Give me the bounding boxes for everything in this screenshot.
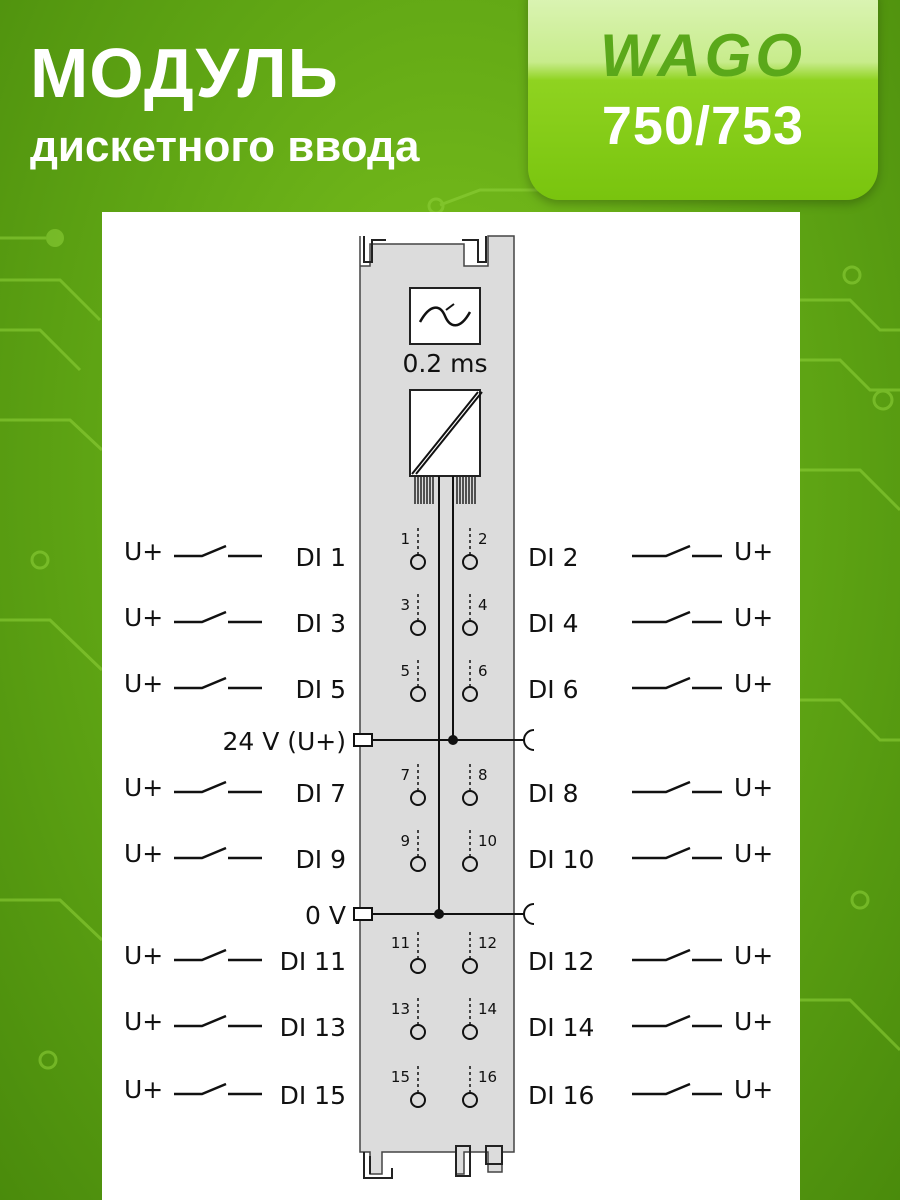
plus-right-connector	[524, 730, 534, 750]
switch-supply-label: U+	[734, 1075, 774, 1104]
pin-number: 15	[390, 1068, 410, 1086]
channel-label: DI 4	[528, 609, 579, 638]
pin-number: 6	[478, 662, 488, 680]
switch-supply-label: U+	[124, 941, 164, 970]
channel-label: DI 3	[295, 609, 346, 638]
zero-node	[434, 909, 444, 919]
switch-supply-label: U+	[734, 1007, 774, 1036]
switch-symbol	[174, 678, 262, 688]
switch-symbol	[632, 678, 722, 688]
channel-label: DI 13	[279, 1013, 346, 1042]
switch-symbol	[632, 546, 722, 556]
pin-number: 5	[400, 662, 410, 680]
product-badge	[528, 0, 878, 200]
switch-supply-label: U+	[734, 603, 774, 632]
switch-symbol	[632, 782, 722, 792]
switch-symbol	[632, 848, 722, 858]
switch-symbol	[174, 950, 262, 960]
plus-node	[448, 735, 458, 745]
channel-label: DI 9	[295, 845, 346, 874]
switch-supply-label: U+	[124, 669, 164, 698]
switch-supply-label: U+	[734, 537, 774, 566]
switch-symbol	[632, 950, 722, 960]
switch-supply-label: U+	[734, 941, 774, 970]
pin-number: 9	[400, 832, 410, 850]
switch-symbol	[632, 1084, 722, 1094]
page-subtitle: дискетного ввода	[30, 122, 420, 171]
wago-logo	[528, 0, 878, 110]
switch-symbol	[174, 1016, 262, 1026]
channel-label: DI 8	[528, 779, 579, 808]
switch-symbol	[632, 1016, 722, 1026]
pin-number: 12	[478, 934, 498, 952]
wago-logo-text: WAGO	[600, 22, 806, 89]
switch-supply-label: U+	[734, 669, 774, 698]
channel-label: DI 14	[528, 1013, 595, 1042]
switch-supply-label: U+	[124, 839, 164, 868]
channel-label: DI 6	[528, 675, 579, 704]
switch-supply-label: U+	[124, 1007, 164, 1036]
pin-number: 3	[400, 596, 410, 614]
channel-label: DI 10	[528, 845, 595, 874]
channel-label: DI 11	[279, 947, 346, 976]
switch-supply-label: U+	[734, 839, 774, 868]
channel-label: DI 12	[528, 947, 595, 976]
zero-label: 0 V	[305, 901, 346, 930]
channel-label: DI 16	[528, 1081, 595, 1110]
pin-number: 1	[400, 530, 410, 548]
switch-supply-label: U+	[124, 1075, 164, 1104]
switch-symbol	[174, 782, 262, 792]
pin-number: 2	[478, 530, 488, 548]
plus-terminal	[354, 734, 372, 746]
channel-label: DI 2	[528, 543, 579, 572]
zero-terminal	[354, 908, 372, 920]
switch-symbol	[174, 546, 262, 556]
channel-label: DI 5	[295, 675, 346, 704]
wiring-diagram	[102, 212, 800, 1200]
switch-symbol	[174, 848, 262, 858]
switch-supply-label: U+	[124, 603, 164, 632]
plus-label: 24 V (U+)	[222, 727, 346, 756]
switch-symbol	[632, 612, 722, 622]
channel-label: DI 7	[295, 779, 346, 808]
switch-symbol	[174, 612, 262, 622]
model-number: 750/753	[601, 96, 805, 156]
filter-time-label: 0.2 ms	[402, 349, 488, 378]
pin-number: 7	[400, 766, 410, 784]
zero-right-connector	[524, 904, 534, 924]
switch-supply-label: U+	[734, 773, 774, 802]
switch-supply-label: U+	[124, 773, 164, 802]
page-title: МОДУЛЬ	[30, 34, 339, 112]
channel-label: DI 1	[295, 543, 346, 572]
pin-number: 11	[390, 934, 410, 952]
pin-number: 14	[478, 1000, 498, 1018]
channel-label: DI 15	[279, 1081, 346, 1110]
pin-number: 4	[478, 596, 488, 614]
pin-number: 10	[478, 832, 498, 850]
pin-number: 16	[478, 1068, 498, 1086]
switch-symbol	[174, 1084, 262, 1094]
pin-number: 8	[478, 766, 488, 784]
pin-number: 13	[390, 1000, 410, 1018]
switch-supply-label: U+	[124, 537, 164, 566]
